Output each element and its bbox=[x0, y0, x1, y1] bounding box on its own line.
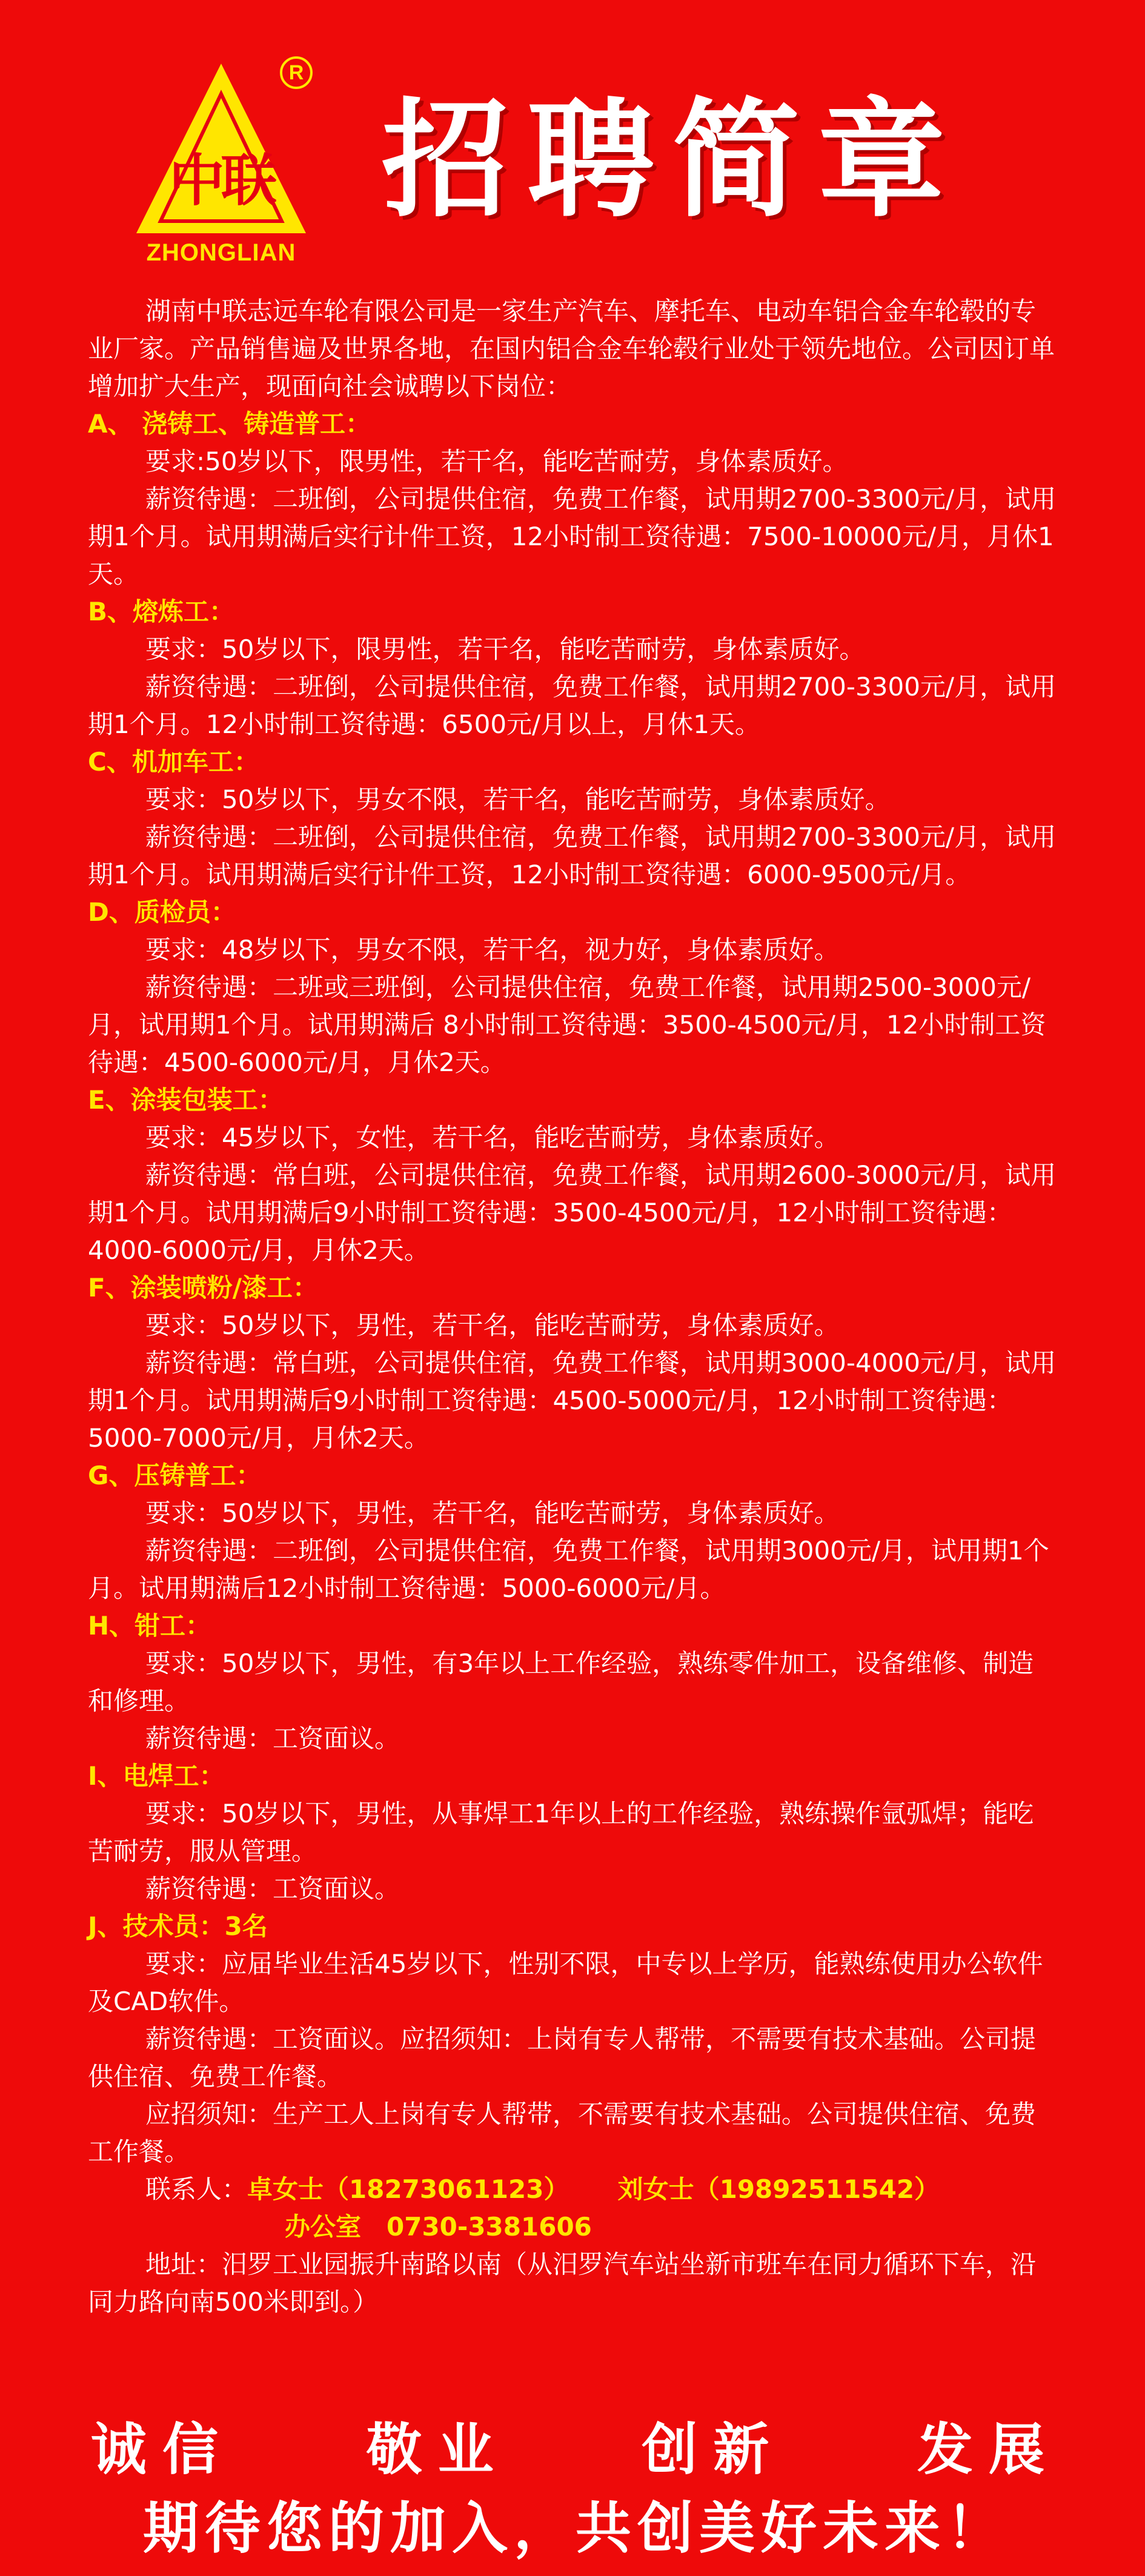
page-title: 招聘简章 bbox=[382, 86, 964, 234]
position-g bbox=[88, 1457, 1057, 1607]
position-b bbox=[88, 593, 1057, 743]
position-salary: 薪资待遇：二班或三班倒，公司提供住宿，免费工作餐，试用期2500-3000元/月，试用期1个月。试用期满后 8小时制工资待遇：3500-4500元/月，12小时制工资待遇：4500-6000元/月，月休2天。 bbox=[88, 972, 1046, 1077]
office-row bbox=[88, 2208, 1057, 2246]
position-title: G、压铸普工： bbox=[88, 1461, 262, 1490]
slogan-values bbox=[91, 2405, 1060, 2485]
position-a bbox=[88, 405, 1057, 593]
logo-text-cn: 中联 bbox=[168, 148, 273, 213]
position-title: C、机加车工： bbox=[88, 747, 259, 777]
position-title: J、技术员：3名 bbox=[88, 1911, 268, 1941]
application-notice: 应招须知：生产工人上岗有专人帮带，不需要有技术基础。公司提供住宿、免费工作餐。 bbox=[88, 2099, 1037, 2166]
slogan-development: 发展 bbox=[917, 2417, 1060, 2482]
position-e bbox=[88, 1081, 1057, 1269]
position-requirement: 要求：50岁以下，男性，若干名，能吃苦耐劳，身体素质好。 bbox=[145, 1498, 840, 1528]
position-f bbox=[88, 1269, 1057, 1457]
position-title: D、质检员： bbox=[88, 897, 236, 927]
slogan-innovation: 创新 bbox=[642, 2417, 785, 2482]
position-requirement: 要求：48岁以下，男女不限，若干名，视力好，身体素质好。 bbox=[145, 935, 840, 964]
position-salary: 薪资待遇：二班倒，公司提供住宿，免费工作餐，试用期3000元/月，试用期1个月。试用期满后12小时制工资待遇：5000-6000元/月。 bbox=[88, 1536, 1049, 1603]
position-salary: 薪资待遇：二班倒，公司提供住宿，免费工作餐，试用期2700-3300元/月，试用期1个月。12小时制工资待遇：6500元/月以上，月休1天。 bbox=[88, 672, 1057, 739]
position-requirement: 要求：50岁以下，男女不限，若干名，能吃苦耐劳，身体素质好。 bbox=[145, 785, 891, 814]
position-title: B、熔炼工： bbox=[88, 597, 235, 626]
position-title: A、 浇铸工、铸造普工： bbox=[88, 409, 371, 439]
company-logo bbox=[130, 58, 312, 273]
position-title: E、涂装包装工： bbox=[88, 1085, 284, 1115]
slogan-integrity: 诚信 bbox=[91, 2417, 234, 2482]
position-requirement: 要求：45岁以下，女性，若干名，能吃苦耐劳，身体素质好。 bbox=[145, 1123, 840, 1152]
contact-label: 联系人： bbox=[145, 2174, 248, 2204]
logo-text-en: ZHONGLIAN bbox=[146, 239, 296, 266]
position-salary: 薪资待遇：二班倒，公司提供住宿，免费工作餐，试用期2700-3300元/月，试用期1个月。试用期满后实行计件工资，12小时制工资待遇：6000-9500元/月。 bbox=[88, 822, 1057, 889]
position-title: H、钳工： bbox=[88, 1611, 211, 1641]
position-requirement: 要求：50岁以下，男性，若干名，能吃苦耐劳，身体素质好。 bbox=[145, 1310, 840, 1340]
position-title: I、电焊工： bbox=[88, 1761, 225, 1791]
position-d bbox=[88, 894, 1057, 1081]
position-requirement: 要求：50岁以下，限男性，若干名，能吃苦耐劳，身体素质好。 bbox=[145, 634, 865, 664]
intro-paragraph: 湖南中联志远车轮有限公司是一家生产汽车、摩托车、电动车铝合金车轮毂的专业厂家。产品销售遍及世界各地，在国内铝合金车轮毂行业处于领先地位。公司因订单增加扩大生产，现面向社会诚聘以下岗位： bbox=[88, 296, 1055, 401]
position-salary: 薪资待遇：常白班，公司提供住宿，免费工作餐，试用期2600-3000元/月，试用期1个月。试用期满后9小时制工资待遇：3500-4500元/月，12小时制工资待遇：4000-6000元/月，月休2天。 bbox=[88, 1160, 1057, 1265]
position-requirement: 要求：50岁以下，男性，有3年以上工作经验，熟练零件加工，设备维修、制造和修理。 bbox=[88, 1648, 1034, 1716]
position-requirement: 要求：应届毕业生活45岁以下，性别不限，中专以上学历，能熟练使用办公软件及CAD软件。 bbox=[88, 1949, 1043, 2016]
registered-mark-icon: R bbox=[280, 56, 313, 89]
recruitment-body bbox=[88, 293, 1057, 2321]
contact-person-1: 卓女士（18273061123） bbox=[247, 2174, 569, 2204]
contact-person-2: 刘女士（19892511542） bbox=[617, 2174, 940, 2204]
contact-row bbox=[88, 2171, 1057, 2208]
position-salary: 薪资待遇：工资面议。 bbox=[145, 1874, 400, 1904]
position-salary: 薪资待遇：常白班，公司提供住宿，免费工作餐，试用期3000-4000元/月，试用期1个月。试用期满后9小时制工资待遇：4500-5000元/月，12小时制工资待遇：5000-7000元/月，月休2天。 bbox=[88, 1348, 1057, 1453]
position-requirement: 要求:50岁以下，限男性，若干名，能吃苦耐劳，身体素质好。 bbox=[145, 446, 848, 476]
address: 地址：汨罗工业园振升南路以南（从汨罗汽车站坐新市班车在同力循环下车，沿同力路向南500米即到。） bbox=[88, 2249, 1037, 2317]
position-i bbox=[88, 1758, 1057, 1908]
slogan-invitation: 期待您的加入，共创美好未来！ bbox=[142, 2495, 1008, 2561]
position-c bbox=[88, 743, 1057, 894]
position-h bbox=[88, 1607, 1057, 1758]
position-title: F、涂装喷粉/漆工： bbox=[88, 1273, 319, 1303]
position-salary: 薪资待遇：工资面议。 bbox=[145, 1724, 400, 1753]
position-j bbox=[88, 1908, 1057, 2096]
office-phone: 办公室 0730-3381606 bbox=[285, 2212, 592, 2242]
position-salary: 薪资待遇：二班倒，公司提供住宿，免费工作餐，试用期2700-3300元/月，试用期1个月。试用期满后实行计件工资，12小时制工资待遇：7500-10000元/月，月休1天。 bbox=[88, 484, 1057, 589]
header bbox=[0, 0, 1145, 279]
slogan-dedication: 敬业 bbox=[366, 2417, 509, 2482]
position-salary: 薪资待遇：工资面议。应招须知：上岗有专人帮带，不需要有技术基础。公司提供住宿、免费工作餐。 bbox=[88, 2024, 1037, 2091]
position-requirement: 要求：50岁以下，男性，从事焊工1年以上的工作经验，熟练操作氩弧焊；能吃苦耐劳，服从管理。 bbox=[88, 1799, 1034, 1866]
